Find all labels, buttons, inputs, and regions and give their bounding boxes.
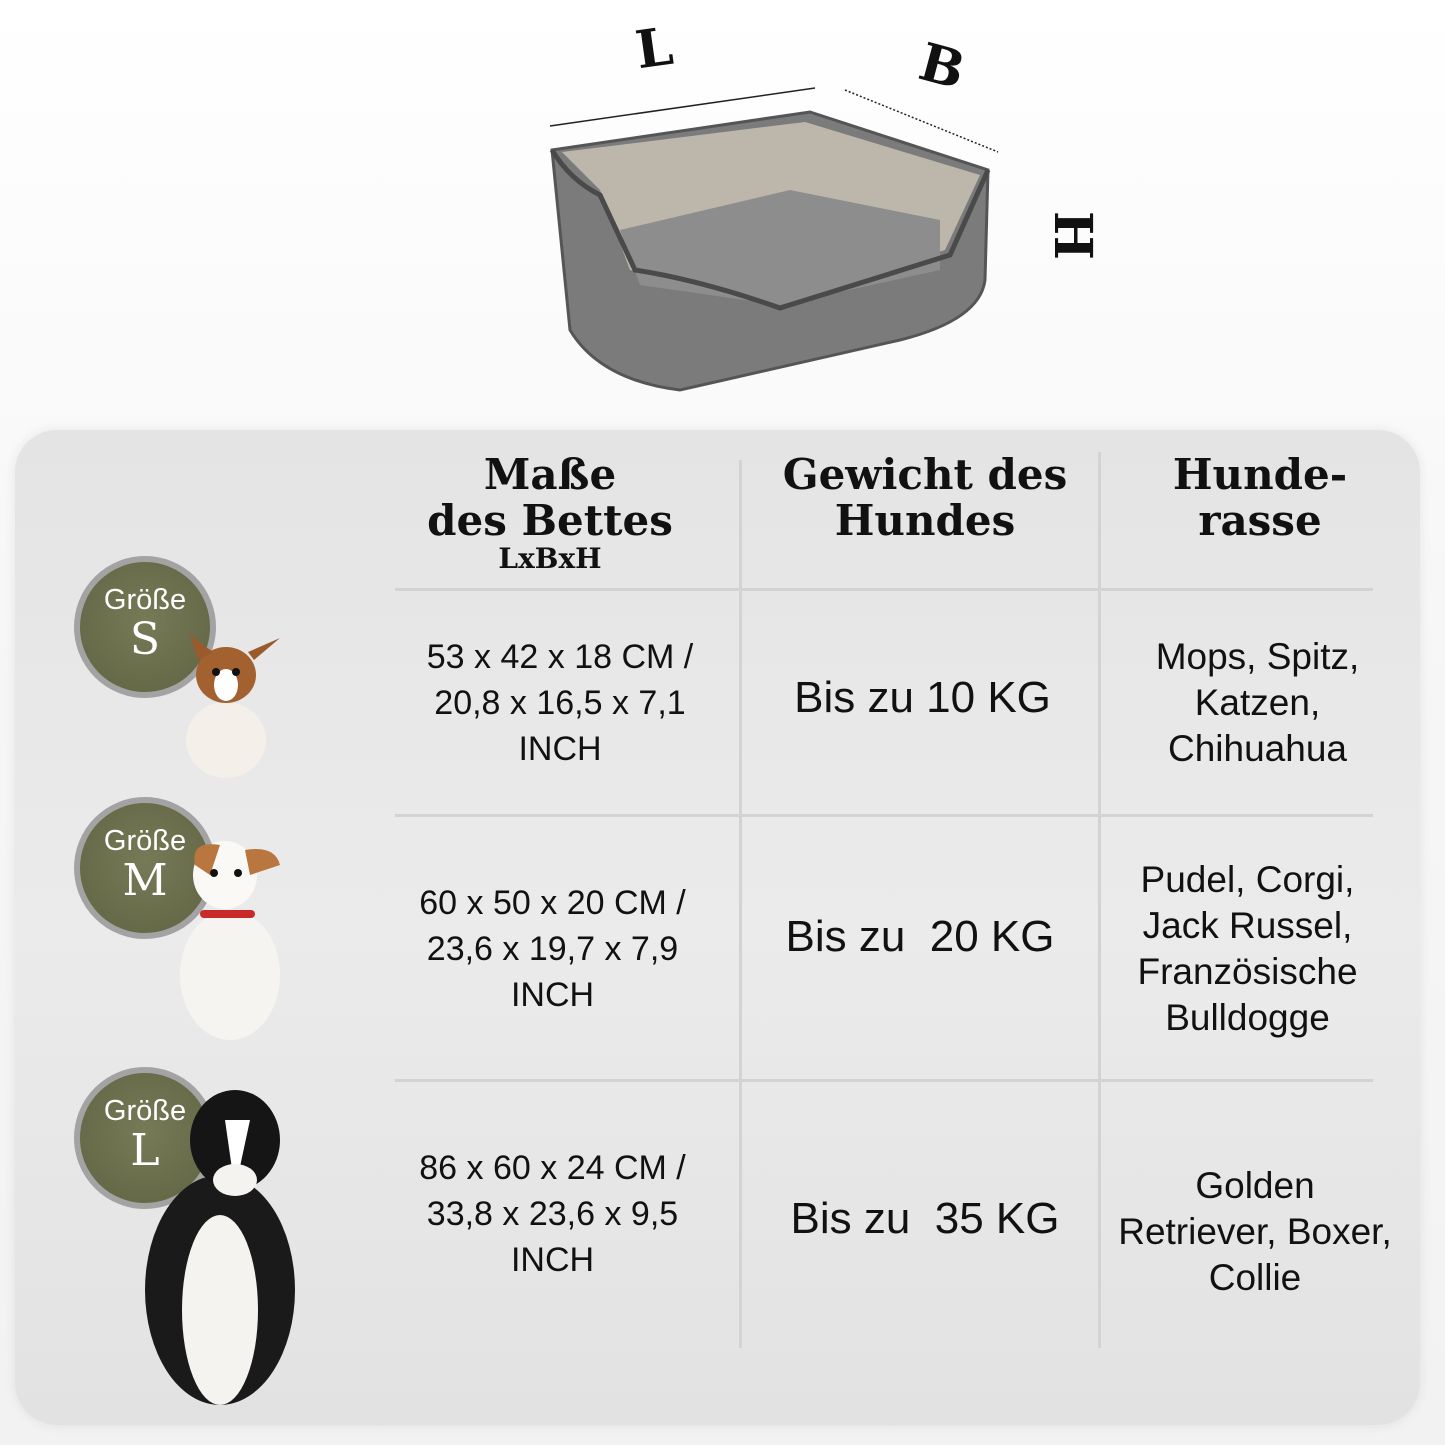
chihuahua-image xyxy=(168,630,288,780)
dimensions-cell xyxy=(390,592,730,814)
length-label: L xyxy=(631,15,677,82)
column-divider xyxy=(739,460,742,1348)
breed-line: Französische xyxy=(1137,951,1358,992)
breed-line: Chihuahua xyxy=(1168,728,1347,769)
weight-cell xyxy=(750,1083,1100,1355)
weight-value: Bis zu 20 KG xyxy=(785,912,1055,961)
header-line: Hundes xyxy=(834,496,1016,545)
breed-line: Mops, Spitz, xyxy=(1155,636,1360,677)
header-dog-weight xyxy=(760,452,1090,544)
header-line: Gewicht des xyxy=(782,450,1068,499)
breed-line: Pudel, Corgi, xyxy=(1140,859,1355,900)
header-line: Hunde- xyxy=(1172,450,1348,499)
badge-size: S xyxy=(129,614,161,665)
breed-cell xyxy=(1105,592,1410,814)
header-dog-breed xyxy=(1110,452,1410,544)
weight-cell xyxy=(745,592,1100,804)
breed-cell xyxy=(1105,818,1390,1080)
header-line: rasse xyxy=(1198,496,1322,545)
header-sub: LxBxH xyxy=(498,542,602,575)
dimensions-cell xyxy=(385,1083,720,1345)
collie-image xyxy=(110,1080,310,1415)
dims-cm: 53 x 42 x 18 CM / xyxy=(426,638,694,676)
badge-label: Größe xyxy=(103,584,187,616)
dims-cm: 60 x 50 x 20 CM / xyxy=(419,884,686,922)
badge-label: Größe xyxy=(103,825,187,857)
badge-size: L xyxy=(130,1125,160,1176)
weight-cell xyxy=(745,818,1095,1056)
weight-value: Bis zu 35 KG xyxy=(790,1194,1060,1243)
jack-russell-image xyxy=(150,835,290,1045)
weight-value: Bis zu 10 KG xyxy=(794,673,1051,722)
breed-line: Bulldogge xyxy=(1165,997,1330,1038)
badge-size: M xyxy=(122,855,168,906)
row-divider xyxy=(395,588,1373,591)
height-label: H xyxy=(1042,210,1104,261)
breed-cell xyxy=(1105,1083,1405,1381)
dims-inch: 20,8 x 16,5 x 7,1 INCH xyxy=(434,684,686,768)
breed-line: Retriever, Boxer, xyxy=(1118,1211,1392,1252)
dims-inch: 33,8 x 23,6 x 9,5 INCH xyxy=(426,1195,679,1279)
breed-line: Golden xyxy=(1195,1165,1315,1206)
row-divider xyxy=(395,814,1373,817)
header-bed-dimensions xyxy=(395,452,705,574)
dims-inch: 23,6 x 19,7 x 7,9 INCH xyxy=(426,930,679,1014)
breed-line: Collie xyxy=(1208,1257,1302,1298)
badge-label: Größe xyxy=(103,1095,187,1127)
header-line: des Bettes xyxy=(427,496,673,545)
width-label: B xyxy=(912,31,972,102)
breed-line: Katzen, xyxy=(1194,682,1321,723)
breed-line: Jack Russel, xyxy=(1142,905,1353,946)
header-line: Maße xyxy=(483,450,617,499)
dims-cm: 86 x 60 x 24 CM / xyxy=(419,1149,686,1187)
dimensions-cell xyxy=(385,818,720,1080)
dog-bed-image xyxy=(540,80,1010,400)
